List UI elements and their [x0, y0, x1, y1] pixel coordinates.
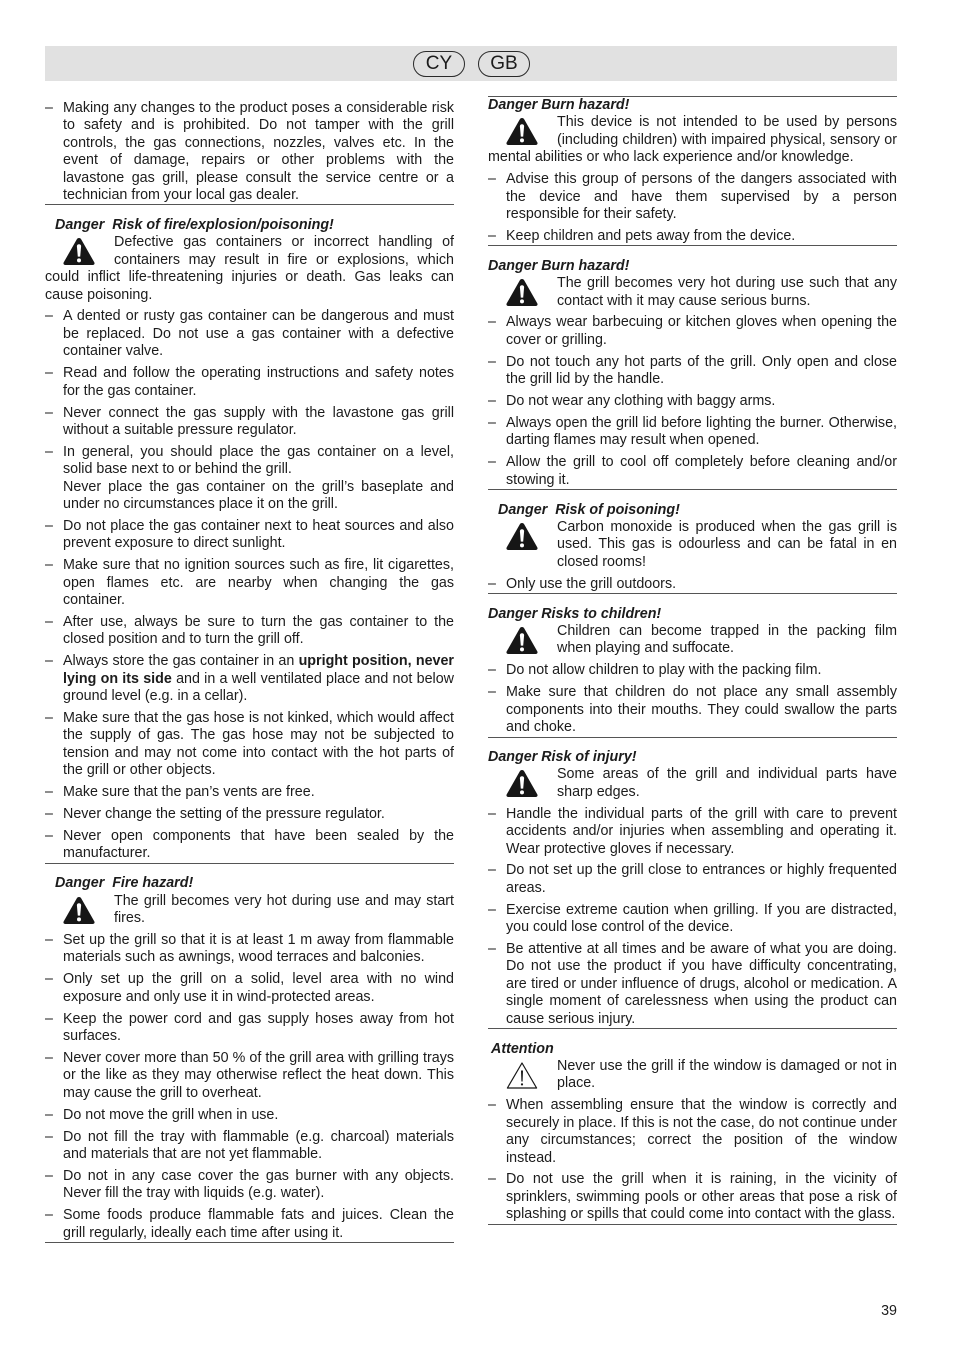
- section-intro-text: Carbon monoxide is produced when the gas grill is used. This gas is odourless and can be fatal in en closed rooms!: [557, 519, 897, 570]
- section-risks-to-children: [488, 606, 897, 738]
- section-intro: [488, 275, 897, 310]
- page-number: 39: [881, 1303, 897, 1319]
- list-item-text: Always store the gas container in an: [63, 653, 299, 670]
- section-burn-hazard-persons: [488, 97, 897, 246]
- section-heading: Danger Fire hazard!: [55, 875, 194, 892]
- language-header: [45, 46, 897, 81]
- section-intro: [488, 1058, 897, 1093]
- section-intro-text: Children can become trapped in the packing film when playing and suffocate.: [557, 623, 897, 657]
- section-heading: Danger Risk of injury!: [488, 749, 637, 765]
- list-item: – Exercise extreme caution when grilling. If you are distracted, you could lose control of the device.: [488, 902, 897, 937]
- list-item-paragraph: – In general, you should place the gas container on a level, solid base next to or behind the grill.: [63, 443, 454, 478]
- bullet-list: [488, 806, 897, 1028]
- list-item-paragraph: Never place the gas container on the grill’s baseplate and under no circumstances place it on the grill.: [63, 478, 454, 513]
- language-tag-gb: GB: [478, 51, 530, 77]
- bullet-list: [488, 662, 897, 736]
- section-intro-text: Some areas of the grill and individual parts have sharp edges.: [557, 766, 897, 800]
- section-intro-text: The grill becomes very hot during use such that any contact with it may cause serious burns.: [557, 275, 897, 309]
- list-item: – Handle the individual parts of the grill with care to prevent accidents and/or injuries when assembling and operating it. Wear protective gloves if necessary.: [488, 806, 897, 858]
- section-fire-hazard: [45, 875, 454, 1243]
- list-item: – Allow the grill to cool off completely before cleaning and/or stowing it.: [488, 454, 897, 489]
- section-burn-hazard-hot-surfaces: [488, 258, 897, 490]
- list-item: – After use, always be sure to turn the gas container to the closed position and to turn the grill off.: [45, 614, 454, 649]
- warning-icon: [506, 769, 538, 798]
- list-item: – Do not in any case cover the gas burner with any objects. Never fill the tray with liquids (e.g. water).: [45, 1168, 454, 1203]
- list-item: – Do not use the grill when it is raining, in the vicinity of sprinklers, swimming pools or other areas that pose a risk of splashing or spills that could come into contact with the glass.: [488, 1171, 897, 1223]
- section-heading: Attention: [491, 1040, 554, 1057]
- list-item: – Make sure that children do not place any small assembly components into their mouths. They could swallow the parts and choke.: [488, 684, 897, 736]
- list-item: – Only set up the grill on a solid, level area with no wind exposure and only use it in wind-protected areas.: [45, 971, 454, 1006]
- bullet-list: [488, 171, 897, 245]
- section-intro: [45, 893, 454, 928]
- warning-icon: [63, 896, 95, 925]
- list-item: – Always open the grill lid before lighting the burner. Otherwise, darting flames may result when opened.: [488, 415, 897, 450]
- warning-icon: [506, 626, 538, 655]
- list-item: – Advise this group of persons of the dangers associated with the device and have them supervised by a person responsible for their safety.: [488, 171, 897, 223]
- list-item: [45, 653, 454, 705]
- list-item: – Only use the grill outdoors.: [488, 576, 897, 593]
- section-heading: Danger Burn hazard!: [488, 97, 630, 113]
- language-tag-cy: CY: [413, 51, 465, 77]
- list-item: – Never open components that have been sealed by the manufacturer.: [45, 828, 454, 863]
- section-heading: Danger Risks to children!: [488, 605, 662, 622]
- bullet-list: [45, 100, 454, 204]
- bullet-list: [488, 1097, 897, 1223]
- section-heading: Danger Burn hazard!: [488, 257, 630, 274]
- list-item: – Be attentive at all times and be aware of what you are doing. Do not use the product if you have difficulty concentrating, are tired or under influence of drugs, alcohol or medication. A single moment of carelessness when using the product can cause serious injury.: [488, 941, 897, 1028]
- bullet-list: [45, 308, 454, 862]
- section-intro-text: This device is not intended to be used by persons (including children) with impaired physical, sensory or mental abilities or who lack experience and/or knowledge.: [488, 114, 897, 166]
- section-heading: Danger Risk of poisoning!: [498, 501, 680, 518]
- list-item: – Some foods produce flammable fats and juices. Clean the grill regularly, ideally each time after using it.: [45, 1207, 454, 1242]
- bullet-list: [488, 576, 897, 593]
- list-item: [45, 444, 454, 514]
- list-item: – Read and follow the operating instructions and safety notes for the gas container.: [45, 365, 454, 400]
- section-fire-explosion-poisoning: [45, 217, 454, 864]
- list-item-emphasis: upright position, never lying on its side: [63, 653, 454, 687]
- bullet-list: [488, 314, 897, 489]
- bullet-list: [45, 932, 454, 1242]
- section-intro: [488, 623, 897, 658]
- section-intro-text: Never use the grill if the window is damaged or not in place.: [557, 1058, 897, 1092]
- list-item: – Do not place the gas container next to heat sources and also prevent exposure to direct sunlight.: [45, 518, 454, 553]
- list-item: – When assembling ensure that the window is correctly and securely in place. If this is not the case, do not continue under any circumstances; correct the position of the window instead.: [488, 1097, 897, 1167]
- warning-icon: [506, 522, 538, 551]
- warning-icon: [506, 117, 538, 146]
- section-intro: [45, 234, 454, 304]
- list-item: – Do not touch any hot parts of the grill. Only open and close the grill lid by the handle.: [488, 354, 897, 389]
- list-item: – Make sure that no ignition sources such as fire, lit cigarettes, open flames etc. are nearby when changing the gas container.: [45, 557, 454, 609]
- list-item: – Make sure that the pan’s vents are free.: [45, 784, 454, 801]
- list-item: – Keep the power cord and gas supply hoses away from hot surfaces.: [45, 1011, 454, 1046]
- section-risk-of-injury: [488, 749, 897, 1029]
- section-intro-text: The grill becomes very hot during use and may start fires.: [114, 892, 454, 927]
- section-intro: [488, 766, 897, 801]
- list-item: – Do not wear any clothing with baggy arms.: [488, 393, 897, 410]
- list-item: – Never change the setting of the pressure regulator.: [45, 806, 454, 823]
- warning-icon: [63, 237, 95, 266]
- section-intro-text: Defective gas containers or incorrect handling of containers may result in fire or explosions, which could inflict life-threatening injuries or death. Gas leaks can cause poisoning.: [45, 234, 454, 303]
- list-item: – Make sure that the gas hose is not kinked, which would affect the supply of gas. The gas hose may not be subjected to tension and may not come into contact with the hot parts of the grill or other objects.: [45, 710, 454, 780]
- section-heading: Danger Risk of fire/explosion/poisoning!: [55, 216, 334, 233]
- list-item: – A dented or rusty gas container can be dangerous and must be replaced. Do not use a gas container with a defective container valve.: [45, 308, 454, 360]
- list-item: – Do not set up the grill close to entrances or highly frequented areas.: [488, 862, 897, 897]
- list-item: – Never cover more than 50 % of the grill area with grilling trays or the like as they may otherwise reflect the heat down. This may cause the grill to overheat.: [45, 1050, 454, 1102]
- general-notice: [45, 100, 454, 205]
- list-item: – Keep children and pets away from the device.: [488, 228, 897, 245]
- list-item: – Never connect the gas supply with the lavastone gas grill without a suitable pressure regulator.: [45, 405, 454, 440]
- list-item: – Do not move the grill when in use.: [45, 1107, 454, 1124]
- section-attention: [488, 1041, 897, 1225]
- list-item: – Do not allow children to play with the packing film.: [488, 662, 897, 679]
- list-item: – Set up the grill so that it is at least 1 m away from flammable materials such as awnings, wood terraces and balconies.: [45, 932, 454, 967]
- list-item-text: and in a well ventilated place and not below ground level (e.g. in a cellar).: [63, 670, 454, 705]
- list-item: – Making any changes to the product poses a considerable risk to safety and is prohibited. Do not tamper with the grill controls, the gas connections, nozzles, valves etc. In the event of damage, repairs or other problems with the lavastone gas grill, please consult the service centre or a technician from your local gas dealer.: [45, 100, 454, 204]
- section-risk-of-poisoning: [488, 502, 897, 595]
- list-item: – Always wear barbecuing or kitchen gloves when opening the cover or grilling.: [488, 314, 897, 349]
- caution-icon: [506, 1061, 538, 1090]
- left-column: [45, 100, 454, 1254]
- section-intro: [488, 114, 897, 166]
- section-intro: [488, 519, 897, 571]
- list-item: – Do not fill the tray with flammable (e.g. charcoal) materials and materials that are not yet flammable.: [45, 1129, 454, 1164]
- warning-icon: [506, 278, 538, 307]
- right-column: [488, 96, 897, 1236]
